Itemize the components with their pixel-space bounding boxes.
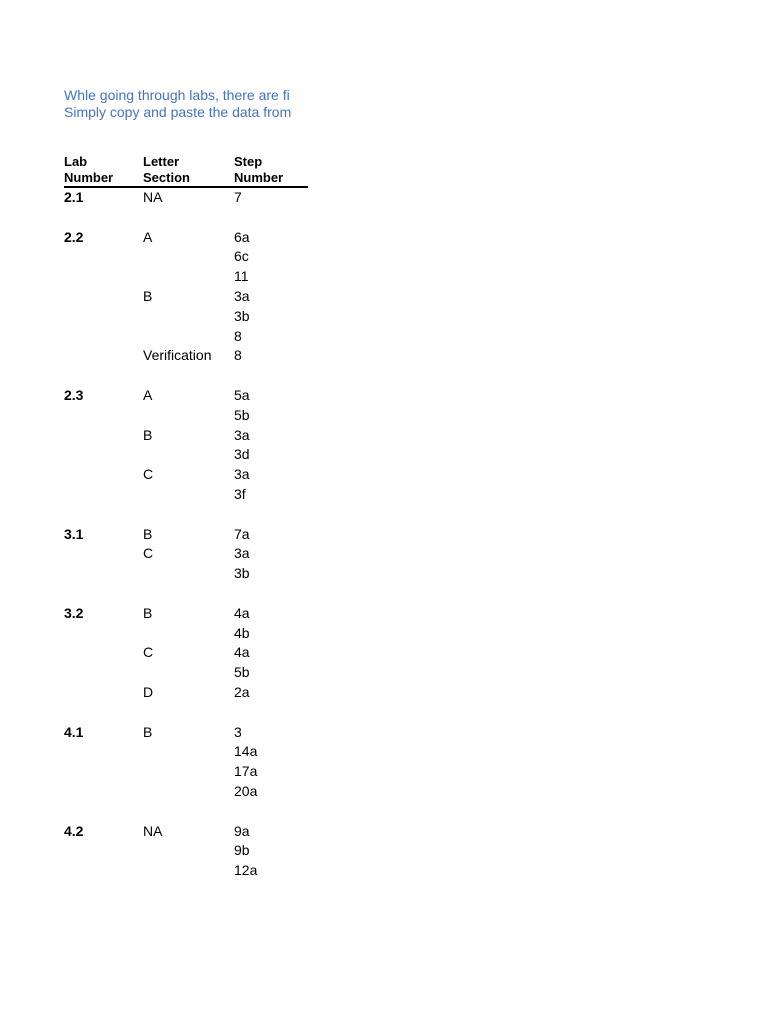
table-row bbox=[64, 624, 308, 644]
letter-section-cell[interactable]: Verification bbox=[143, 347, 212, 364]
letter-section-cell[interactable]: A bbox=[143, 228, 153, 245]
table-row bbox=[64, 762, 308, 782]
table-row bbox=[64, 683, 308, 703]
table-row bbox=[64, 247, 308, 267]
step-number-cell[interactable]: 7 bbox=[234, 189, 242, 205]
letter-section-cell[interactable]: B bbox=[143, 723, 153, 740]
header-section-line-2: Section bbox=[143, 170, 190, 185]
lab-number-cell[interactable]: 2.2 bbox=[64, 228, 84, 245]
table-row bbox=[64, 663, 308, 683]
step-number-cell[interactable]: 17a bbox=[234, 763, 258, 780]
step-number-cell[interactable]: 3b bbox=[234, 565, 250, 582]
step-number-cell[interactable]: 3a bbox=[234, 545, 250, 562]
table-row bbox=[64, 406, 308, 426]
step-number-cell[interactable]: 6a bbox=[234, 228, 250, 245]
step-number-cell[interactable]: 3 bbox=[234, 723, 242, 740]
table-row bbox=[64, 287, 308, 307]
table-row bbox=[64, 782, 308, 802]
table-row bbox=[64, 327, 308, 347]
table-row bbox=[64, 604, 308, 624]
table-row bbox=[64, 346, 308, 366]
step-number-cell[interactable]: 4b bbox=[234, 624, 250, 641]
step-number-cell[interactable]: 3f bbox=[234, 485, 246, 502]
table-row bbox=[64, 742, 308, 762]
table-row bbox=[64, 426, 308, 446]
letter-section-cell[interactable]: B bbox=[143, 525, 153, 542]
table-row bbox=[64, 505, 308, 525]
table-row bbox=[64, 861, 308, 881]
table-row bbox=[64, 584, 308, 604]
step-number-cell[interactable]: 4a bbox=[234, 644, 250, 661]
step-number-cell[interactable]: 6c bbox=[234, 248, 249, 265]
header-step-line-1: Step bbox=[234, 154, 263, 169]
letter-section-cell[interactable]: C bbox=[143, 545, 154, 562]
table-row bbox=[64, 822, 308, 842]
step-number-cell[interactable]: 9a bbox=[234, 822, 250, 839]
table-header bbox=[64, 154, 308, 188]
header-lab-line-1: Lab bbox=[64, 154, 88, 169]
intro-text bbox=[64, 87, 308, 121]
header-letter-section[interactable] bbox=[143, 154, 190, 186]
table-row bbox=[64, 802, 308, 822]
table-row bbox=[64, 267, 308, 287]
table-row bbox=[64, 485, 308, 505]
table-row bbox=[64, 445, 308, 465]
lab-number-cell[interactable]: 4.1 bbox=[64, 723, 84, 740]
table-row bbox=[64, 386, 308, 406]
lab-number-cell[interactable]: 3.1 bbox=[64, 525, 84, 542]
header-lab-line-2: Number bbox=[64, 170, 114, 185]
header-section-line-1: Letter bbox=[143, 154, 180, 169]
lab-number-cell[interactable]: 2.3 bbox=[64, 386, 84, 403]
step-number-cell[interactable]: 9b bbox=[234, 842, 250, 859]
step-number-cell[interactable]: 3b bbox=[234, 307, 250, 324]
table-row bbox=[64, 544, 308, 564]
table-row bbox=[64, 723, 308, 743]
table-row bbox=[64, 366, 308, 386]
step-number-cell[interactable]: 20a bbox=[234, 782, 258, 799]
step-number-cell[interactable]: 3d bbox=[234, 446, 250, 463]
letter-section-cell[interactable]: NA bbox=[143, 189, 163, 205]
step-number-cell[interactable]: 5b bbox=[234, 406, 250, 423]
step-number-cell[interactable]: 2a bbox=[234, 683, 250, 700]
step-number-cell[interactable]: 5b bbox=[234, 664, 250, 681]
table-row bbox=[64, 188, 308, 208]
letter-section-cell[interactable]: D bbox=[143, 683, 154, 700]
table-row bbox=[64, 564, 308, 584]
step-number-cell[interactable]: 11 bbox=[234, 268, 249, 285]
lab-number-cell[interactable]: 3.2 bbox=[64, 604, 84, 621]
step-number-cell[interactable]: 3a bbox=[234, 287, 250, 304]
table-row bbox=[64, 208, 308, 228]
table-row bbox=[64, 307, 308, 327]
table-row bbox=[64, 841, 308, 861]
step-number-cell[interactable]: 8 bbox=[234, 327, 242, 344]
step-number-cell[interactable]: 5a bbox=[234, 386, 250, 403]
header-lab-number[interactable] bbox=[64, 154, 113, 186]
table-row bbox=[64, 703, 308, 723]
letter-section-cell[interactable]: A bbox=[143, 386, 153, 403]
table-body bbox=[64, 188, 308, 881]
intro-line-2: Simply copy and paste the data from bbox=[64, 104, 292, 120]
letter-section-cell[interactable]: C bbox=[143, 644, 154, 661]
letter-section-cell[interactable]: B bbox=[143, 287, 153, 304]
intro-line-1: Whle going through labs, there are fi bbox=[64, 87, 290, 103]
step-number-cell[interactable]: 8 bbox=[234, 347, 242, 364]
letter-section-cell[interactable]: C bbox=[143, 466, 154, 483]
table-row bbox=[64, 643, 308, 663]
table-row bbox=[64, 465, 308, 485]
header-step-line-2: Number bbox=[234, 170, 284, 185]
step-number-cell[interactable]: 14a bbox=[234, 743, 258, 760]
lab-number-cell[interactable]: 4.2 bbox=[64, 822, 84, 839]
table-row bbox=[64, 525, 308, 545]
letter-section-cell[interactable]: B bbox=[143, 604, 153, 621]
step-number-cell[interactable]: 7a bbox=[234, 525, 250, 542]
letter-section-cell[interactable]: NA bbox=[143, 822, 163, 839]
letter-section-cell[interactable]: B bbox=[143, 426, 153, 443]
lab-number-cell[interactable]: 2.1 bbox=[64, 189, 84, 205]
header-step-number[interactable] bbox=[234, 154, 283, 186]
step-number-cell[interactable]: 12a bbox=[234, 862, 258, 879]
step-number-cell[interactable]: 4a bbox=[234, 604, 250, 621]
table-row bbox=[64, 228, 308, 248]
step-number-cell[interactable]: 3a bbox=[234, 426, 250, 443]
step-number-cell[interactable]: 3a bbox=[234, 466, 250, 483]
